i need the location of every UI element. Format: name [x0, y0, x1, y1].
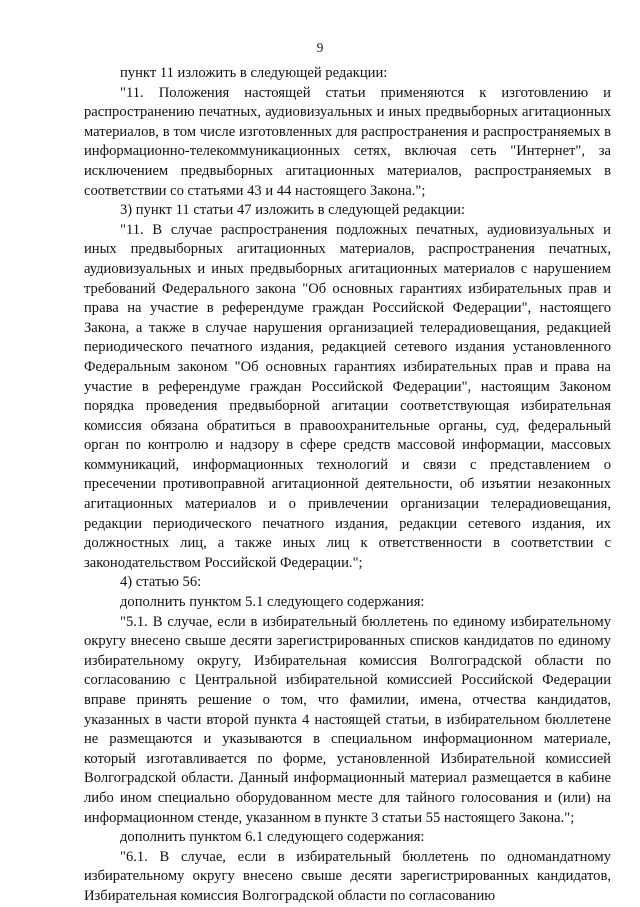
paragraph-5: 4) статью 56:: [120, 574, 202, 591]
paragraph-3: 3) пункт 11 статьи 47 изложить в следующей редакции:: [120, 202, 466, 219]
paragraph-8: дополнить пунктом 6.1 следующего содержания:: [120, 829, 425, 846]
paragraph-7: "5.1. В случае, если в избирательный бюллетень по единому избирательному округу внесено свыше десяти зарегистрированных списков кандидатов по единому избирательному округу, Избирательная комиссия Волгоградской области по согласованию с Центральной избирательной комиссией Российской Федерации вправе принять решение о том, что фамилии, имена, отчества кандидатов, указанных в части второй пункта 4 настоящей статьи, в избирательном бюллетене не размещаются и указываются в специальном информационном материале, который изготавливается по форме, установленной Избирательной комиссией Волгоградской области. Данный информационный материал размещается в кабине либо ином специально оборудованном месте для тайного голосования и (или) на информационном стенде, указанном в пункте 3 статьи 55 настоящего Закона.";: [84, 613, 611, 826]
paragraph-1: пункт 11 изложить в следующей редакции:: [120, 65, 388, 81]
document-body: [84, 64, 611, 907]
page-number: 9: [316, 40, 324, 55]
paragraph-2: "11. Положения настоящей статьи применяются к изготовлению и распространению печатных, аудиовизуальных и иных предвыборных агитационных материалов, в том числе изготовленных для распространения и распространяемых в информационно-телекоммуникационных сетях, включая сеть "Интернет", за исключением предвыборных агитационных материалов, распространяемых в соответствии со статьями 43 и 44 настоящего Закона.";: [84, 84, 611, 199]
paragraph-6: дополнить пунктом 5.1 следующего содержания:: [120, 594, 425, 611]
paragraph-9: "6.1. В случае, если в избирательный бюллетень по одномандатному избирательному округу внесено свыше десяти зарегистрированных кандидатов, Избирательная комиссия Волгоградской области по согласованию: [84, 848, 611, 904]
paragraph-4: "11. В случае распространения подложных печатных, аудиовизуальных и иных предвыборных агитационных материалов, распространения печатных, аудиовизуальных и иных предвыборных агитационных материалов с нарушением требований Федерального закона "Об основных гарантиях избирательных прав и права на участие в референдуме граждан Российской Федерации", настоящего Закона, а также в случае нарушения организацией телерадиовещания, редакцией периодического печатного издания, редакцией сетевого издания установленного Федеральным законом "Об основных гарантиях избирательных прав и права на участие в референдуме граждан Российской Федерации", настоящим Законом порядка проведения предвыборной агитации соответствующая избирательная комиссия обязана обратиться в правоохранительные органы, суд, федеральный орган по контролю и надзору в сфере средств массовой информации, массовых коммуникаций, информационных технологий и связи с представлением о пресечении противоправной агитационной деятельности, об изъятии незаконных агитационных материалов и о привлечении организации телерадиовещания, редакции периодического печатного издания, редакции сетевого издания, их должностных лиц, а также иных лиц к ответственности в соответствии с законодательством Российской Федерации.";: [84, 221, 611, 571]
